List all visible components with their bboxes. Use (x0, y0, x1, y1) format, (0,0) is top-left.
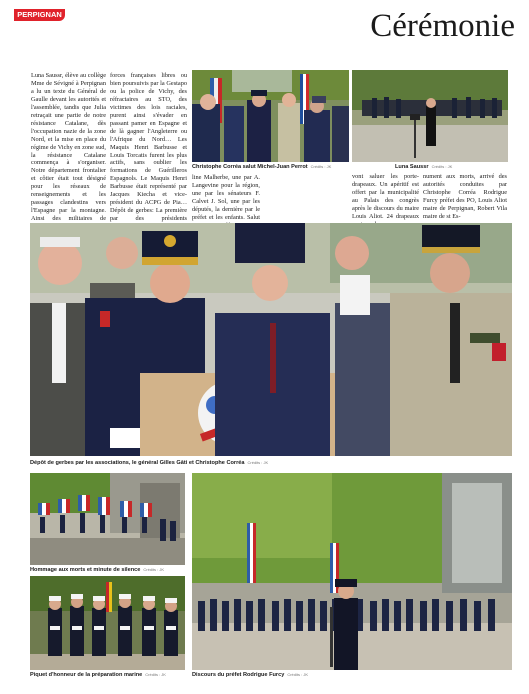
caption-photo2: Luna Saussr Crédits : JK (395, 164, 453, 170)
photo-luna-saussr (352, 70, 508, 162)
photo-piquet-honneur (30, 576, 185, 670)
caption-photo6: Discours du préfet Rodrigue Furcy Crédits : JK (192, 672, 308, 678)
caption-photo3: Dépôt de gerbes par les associations, le général Gilles Gâti et Christophe Corréa Crédits : JK (30, 460, 269, 466)
photo-wreath-laying (30, 223, 512, 456)
photo-discours-prefet (192, 473, 512, 670)
caption-photo1: Christophe Corréa salut Michel-Juan Perrot Crédits : JK (192, 164, 332, 170)
photo-hommage-morts (30, 473, 185, 565)
article-text-col4: vont saluer les porte-drapeaux. Un apéritif est offert par la municipalité au Palais des congrès après le discours du maire Louis Aliot. 24 drapeaux (352, 173, 419, 220)
page-title: Cérémonie (370, 8, 515, 44)
caption-photo4: Hommage aux morts et minute de silence Crédits : JK (30, 567, 165, 573)
caption-photo5: Piquet d'honneur de la préparation marine Crédits : JK (30, 672, 166, 678)
article-text-col2: forces françaises libres ou bien poursuivis par la Gestapo ou la police de Vichy, des réfractaires au STO, des victimes des lois raciales, purent ainsi s'évader en passant pamer en Espagne et de là gagner l'Angleterre ou l'Afrique du Nord… Les Maquis Henri Barbusse et Louis Torcatis furent les plus actifs, sans oublier les formations de Guérilleros Espagnols. Le Maquis Henri Barbusse était représenté par Jacques Kiecha et vice-président du ACPG de Pia… Dépôt de gerbes: La première par des présidents (110, 72, 187, 223)
article-text-col5: nument aux morts, arrivé des autorités conduites par Christophe Corréa Rodrigue Furcy préfet des PO, Louis Aliot maire de Perpignan, Robert Vila maire de st Es- (423, 173, 507, 220)
section-tag: PERPIGNAN (14, 9, 65, 21)
article-text-col3a: line Malherbe, une par A. Langevine pour la région, une par les sénateurs F. Calvet J. Sol, une par les députés, la dernière par le préfet et les enfants. Salut (192, 174, 260, 221)
photo-correa-salute (192, 70, 349, 162)
article-text-col1: Luna Saussr, élève au collège Mme de Sévigné à Perpignan a lu un texte du Général de Gaulle devant les autorités et l'assemblée, tandis que Julia retraçait une partie de notre résistance Catalane, dès l'occupation nazie de la zone Nord, et la mise en place du régime de Vichy en zone sud, la résistance Catalane commença à s'organiser. Notre département frontalier et côtier était tout désigné pour les réseaux de renseignements et les passages clandestins vers l'Espagne par la montagne. Ainsi des militaires de (31, 72, 106, 223)
